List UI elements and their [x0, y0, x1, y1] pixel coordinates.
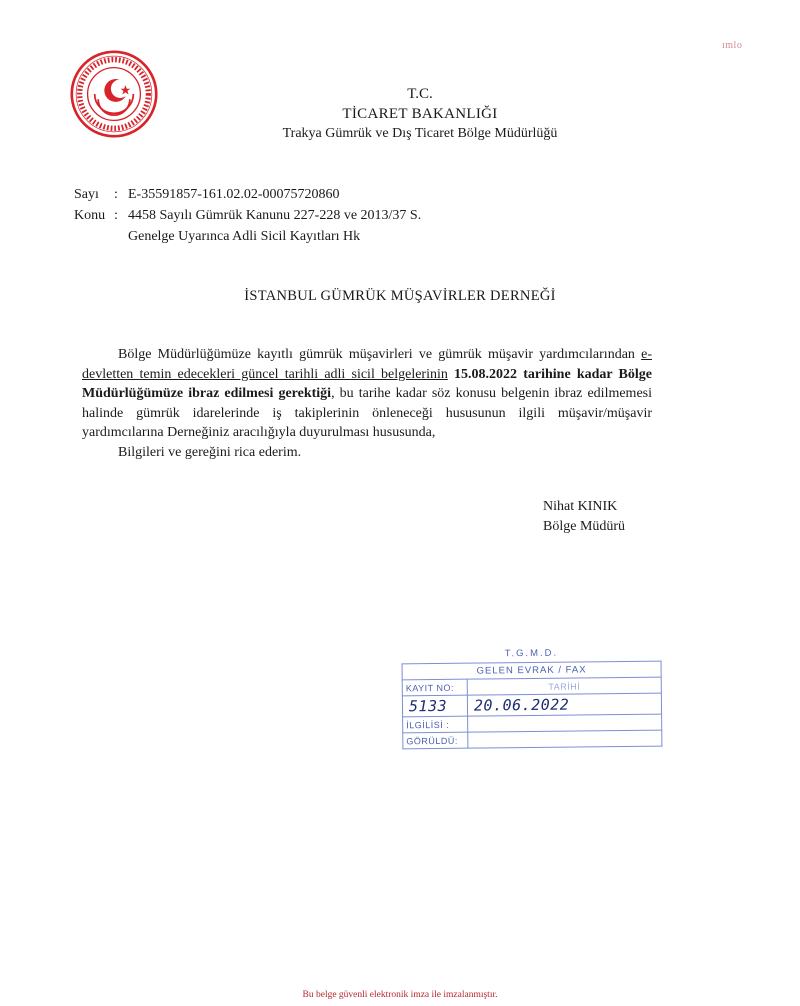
- document-meta: [74, 184, 421, 247]
- stamp-goruldu-value: [468, 730, 662, 748]
- header-ministry: TİCARET BAKANLIĞI: [342, 106, 498, 122]
- recipient: İSTANBUL GÜMRÜK MÜŞAVİRLER DERNEĞİ: [244, 288, 556, 304]
- konu-separator: :: [114, 208, 118, 223]
- sayi-separator: :: [114, 187, 118, 202]
- stamp-tarih-value: 20.06.2022: [467, 693, 661, 716]
- letter-body: [82, 345, 652, 462]
- corner-mark: ımlo: [722, 40, 743, 51]
- signer-name: Nihat KINIK: [543, 499, 618, 514]
- stamp-kayit-value: 5133: [402, 695, 467, 717]
- stamp-tarih-label: TARİHİ: [467, 677, 661, 695]
- body-closing: Bilgileri ve gereğini rica ederim.: [118, 444, 302, 460]
- letterhead: [260, 84, 580, 144]
- body-underlined-text: e-devletten temin edecekleri güncel tarihli adli sicil belgelerinin: [82, 347, 652, 382]
- signature-block: [543, 497, 625, 537]
- body-text-b: , bu tarihe kadar söz konusu belgenin ibraz edilmemesi halinde gümrük idarelerinde iş takiplerinin önleneceği hususunun ilgili müşavir/müşavir yardımcılarına Derneğiniz aracılığıyla duyurulması hususunda,: [82, 386, 652, 440]
- stamp-top-label: T.G.M.D.: [504, 647, 559, 660]
- body-bold-deadline: 15.08.2022 tarihine kadar Bölge Müdürlüğümüze ibraz edilmesi gerektiği: [82, 366, 652, 401]
- sayi-label: Sayı: [74, 187, 99, 202]
- stamp-header: GELEN EVRAK / FAX: [402, 661, 661, 680]
- konu-line-2: Genelge Uyarınca Adli Sicil Kayıtları Hk: [128, 229, 361, 244]
- stamp-goruldu-label: GÖRÜLDÜ:: [403, 732, 468, 749]
- sayi-value: E-35591857-161.02.02-00075720860: [128, 187, 340, 202]
- body-text-a: Bölge Müdürlüğümüze kayıtlı gümrük müşavirleri ve gümrük müşavir yardımcılarından: [118, 347, 642, 362]
- ministry-seal-logo: [70, 50, 158, 138]
- konu-label: Konu: [74, 208, 106, 223]
- stamp-ilgili-label: İLGİLİSİ :: [403, 716, 468, 733]
- header-tc: T.C.: [407, 86, 433, 102]
- e-signature-footer: Bu belge güvenli elektronik imza ile imzalanmıştır.: [302, 990, 498, 1000]
- stamp-table: [402, 661, 663, 750]
- stamp-kayit-label: KAYIT NO:: [402, 679, 467, 696]
- header-directorate: Trakya Gümrük ve Dış Ticaret Bölge Müdürlüğü: [282, 126, 558, 141]
- incoming-document-stamp: [401, 647, 662, 770]
- konu-line-1: 4458 Sayılı Gümrük Kanunu 227-228 ve 2013/37 S.: [128, 208, 422, 223]
- signer-title: Bölge Müdürü: [543, 519, 626, 534]
- body-paragraph-1: [82, 345, 652, 443]
